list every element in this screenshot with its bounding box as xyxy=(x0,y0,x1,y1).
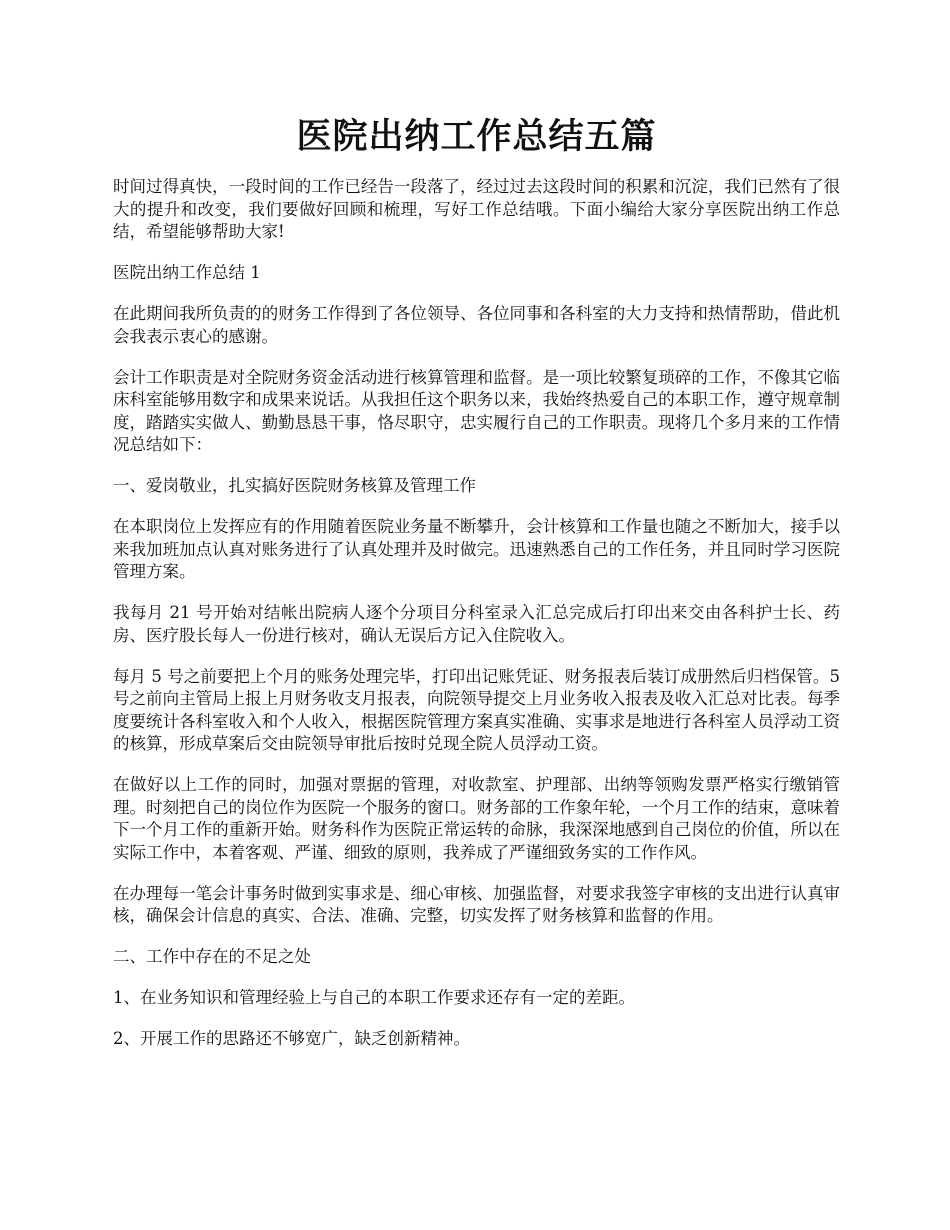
list-item-shortcoming-1: 1、在业务知识和管理经验上与自己的本职工作要求还存有一定的差距。 xyxy=(113,988,635,1007)
paragraph-audit: 在办理每一笔会计事务时做到实事求是、细心审核、加强监督，对要求我签字审核的支出进行认真审核，确保会计信息的真实、合法、准确、完整，切实发挥了财务核算和监督的作用。 xyxy=(113,883,840,925)
paragraph-monthly-5: 每月 5 号之前要把上个月的账务处理完毕，打印出记账凭证、财务报表后装订成册然后归档保管。5 号之前向主管局上报上月财务收支月报表，向院领导提交上月业务收入报表及收入汇总对比表。每季度要统计各科室收入和个人收入，根据医院管理方案真实准确、实事求是地进行各科室人员浮动工资的核算，形成草案后交由院领导审批后按时兑现全院人员浮动工资。 xyxy=(113,666,840,753)
paragraph-duties: 会计工作职责是对全院财务资金活动进行核算管理和监督。是一项比较繁复琐碎的工作，不像其它临床科室能够用数字和成果来说话。从我担任这个职务以来，我始终热爱自己的本职工作，遵守规章制度，踏踏实实做人、勤勤恳恳干事，恪尽职守，忠实履行自己的工作职责。现将几个多月来的工作情况总结如下： xyxy=(113,367,840,454)
paragraph-monthly-21: 我每月 21 号开始对结帐出院病人逐个分项目分科室录入汇总完成后打印出来交由各科护士长、药房、医疗股长每人一份进行核对，确认无误后方记入住院收入。 xyxy=(113,603,840,645)
list-item-shortcoming-2: 2、开展工作的思路还不够宽广，缺乏创新精神。 xyxy=(113,1029,470,1048)
document-title: 医院出纳工作总结五篇 xyxy=(296,116,657,157)
paragraph-thanks: 在此期间我所负责的的财务工作得到了各位领导、各位同事和各科室的大力支持和热情帮助，借此机会我表示衷心的感谢。 xyxy=(113,304,840,346)
paragraph-intro: 时间过得真快，一段时间的工作已经告一段落了，经过过去这段时间的积累和沉淀，我们已然有了很大的提升和改变，我们要做好回顾和梳理，写好工作总结哦。下面小编给大家分享医院出纳工作总结，希望能够帮助大家! xyxy=(113,177,840,241)
paragraph-role: 在本职岗位上发挥应有的作用随着医院业务量不断攀升，会计核算和工作量也随之不断加大，接手以来我加班加点认真对账务进行了认真处理并及时做完。迅速熟悉自己的工作任务，并且同时学习医院管理方案。 xyxy=(113,517,840,581)
document-page xyxy=(113,112,840,1069)
paragraph-receipts: 在做好以上工作的同时，加强对票据的管理，对收款室、护理部、出纳等领购发票严格实行缴销管理。时刻把自己的岗位作为医院一个服务的窗口。财务部的工作象年轮，一个月工作的结束，意味着下一个月工作的重新开始。财务科作为医院正常运转的命脉，我深深地感到自己岗位的价值，所以在实际工作中，本着客观、严谨、细致的原则，我养成了严谨细致务实的工作作风。 xyxy=(113,775,840,862)
section-heading-one: 一、爱岗敬业，扎实搞好医院财务核算及管理工作 xyxy=(113,476,476,495)
section-heading-summary-1: 医院出纳工作总结 1 xyxy=(113,263,261,282)
section-heading-two: 二、工作中存在的不足之处 xyxy=(113,947,311,966)
